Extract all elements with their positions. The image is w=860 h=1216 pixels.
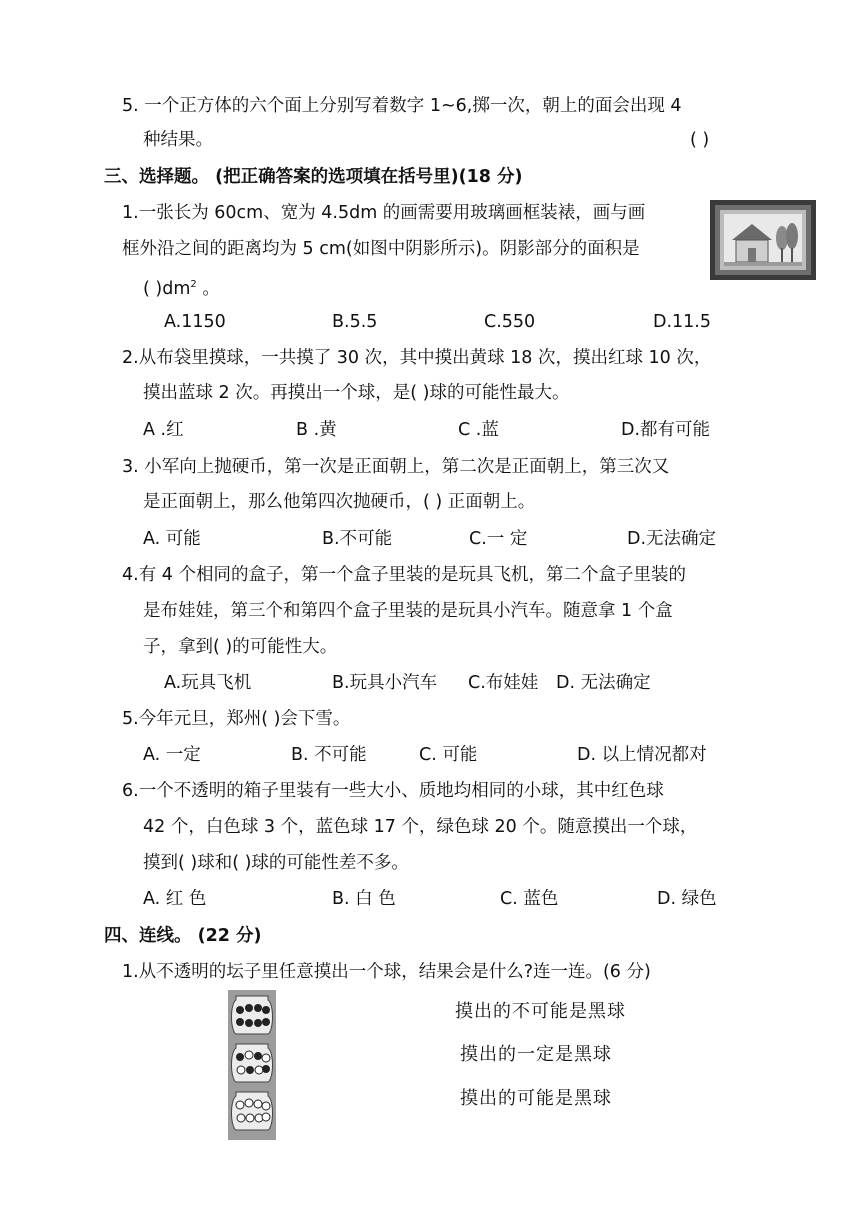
- s3-q3-line2: 是正面朝上，那么他第四次抛硬币，( ) 正面朝上。: [143, 492, 536, 512]
- jar-mixed-icon: [232, 1044, 273, 1082]
- s3-q4-option-b[interactable]: B.玩具小汽车: [332, 673, 438, 693]
- s3-q6-option-d[interactable]: D. 绿色: [657, 889, 717, 909]
- s3-q4-option-d[interactable]: D. 无法确定: [556, 673, 651, 693]
- tf-q5-line1: 5. 一个正方体的六个面上分别写着数字 1~6,掷一次，朝上的面会出现 4: [122, 96, 682, 116]
- s3-q5-option-a[interactable]: A. 一定: [143, 745, 201, 765]
- match-item-possibly-black[interactable]: 摸出的可能是黑球: [460, 1088, 612, 1109]
- s3-q3-option-c[interactable]: C.一 定: [469, 529, 528, 549]
- s3-q1-line2: 框外沿之间的距离均为 5 cm(如图中阴影所示)。阴影部分的面积是: [122, 239, 640, 259]
- s3-q1-option-d[interactable]: D.11.5: [653, 312, 712, 332]
- s3-q4-line1: 4.有 4 个相同的盒子，第一个盒子里装的是玩具飞机，第二个盒子里装的: [122, 565, 686, 585]
- s3-q2-line2: 摸出蓝球 2 次。再摸出一个球，是( )球的可能性最大。: [143, 383, 570, 403]
- s3-q6-line2: 42 个，白色球 3 个，蓝色球 17 个，绿色球 20 个。随意摸出一个球，: [143, 817, 698, 837]
- jar-all-white-icon: [232, 1092, 273, 1130]
- jar-all-black-icon: [232, 996, 273, 1034]
- s3-q5-line1: 5.今年元旦，郑州( )会下雪。: [122, 709, 351, 729]
- s3-q5-option-d[interactable]: D. 以上情况都对: [577, 745, 707, 765]
- s3-q3-line1: 3. 小军向上抛硬币，第一次是正面朝上，第二次是正面朝上，第三次又: [122, 457, 670, 477]
- s3-q1-option-c[interactable]: C.550: [484, 312, 536, 332]
- s3-q1-option-a[interactable]: A.1150: [164, 312, 226, 332]
- framed-picture-image: [710, 200, 816, 280]
- s3-q1-option-b[interactable]: B.5.5: [332, 312, 378, 332]
- s3-q3-option-d[interactable]: D.无法确定: [627, 529, 717, 549]
- s3-q6-line3: 摸到( )球和( )球的可能性差不多。: [143, 853, 409, 873]
- s4-q1-text: 1.从不透明的坛子里任意摸出一个球，结果会是什么?连一连。(6 分): [122, 962, 651, 982]
- tf-q5-answer-paren[interactable]: ( ): [690, 130, 710, 150]
- s3-q6-option-c[interactable]: C. 蓝色: [500, 889, 559, 909]
- s3-q2-option-b[interactable]: B .黄: [296, 420, 337, 440]
- s3-q1-line1: 1.一张长为 60cm、宽为 4.5dm 的画需要用玻璃画框装裱，画与画: [122, 203, 646, 223]
- s3-q2-line1: 2.从布袋里摸球，一共摸了 30 次，其中摸出黄球 18 次，摸出红球 10 次，: [122, 348, 712, 368]
- match-item-certainly-black[interactable]: 摸出的一定是黑球: [460, 1044, 612, 1065]
- s3-q5-option-c[interactable]: C. 可能: [419, 745, 478, 765]
- tf-q5-line2: 种结果。: [143, 130, 213, 150]
- s3-q3-option-a[interactable]: A. 可能: [143, 529, 201, 549]
- s3-q4-line2: 是布娃娃，第三个和第四个盒子里装的是玩具小汽车。随意拿 1 个盒: [143, 601, 673, 621]
- section3-heading: 三、选择题。 (把正确答案的选项填在括号里)(18 分): [104, 167, 523, 187]
- s3-q3-option-b[interactable]: B.不可能: [322, 529, 393, 549]
- s3-q6-line1: 6.一个不透明的箱子里装有一些大小、质地均相同的小球，其中红色球: [122, 781, 664, 801]
- s3-q1-line3: ( )$dm^2$ 。: [143, 279, 220, 299]
- s3-q2-option-d[interactable]: D.都有可能: [621, 420, 711, 440]
- s3-q6-option-b[interactable]: B. 白 色: [332, 889, 396, 909]
- s3-q2-option-c[interactable]: C .蓝: [458, 420, 499, 440]
- s3-q2-option-a[interactable]: A .红: [143, 420, 184, 440]
- s3-q4-option-a[interactable]: A.玩具飞机: [164, 673, 252, 693]
- match-item-not-black[interactable]: 摸出的不可能是黑球: [455, 1001, 626, 1022]
- section4-heading: 四、连线。 (22 分): [104, 926, 262, 946]
- s3-q4-option-c[interactable]: C.布娃娃: [468, 673, 539, 693]
- house-picture-icon: [710, 200, 816, 280]
- s3-q4-line3: 子，拿到( )的可能性大。: [143, 637, 338, 657]
- jars-image: [228, 990, 276, 1140]
- s3-q5-option-b[interactable]: B. 不可能: [291, 745, 367, 765]
- s3-q6-option-a[interactable]: A. 红 色: [143, 889, 207, 909]
